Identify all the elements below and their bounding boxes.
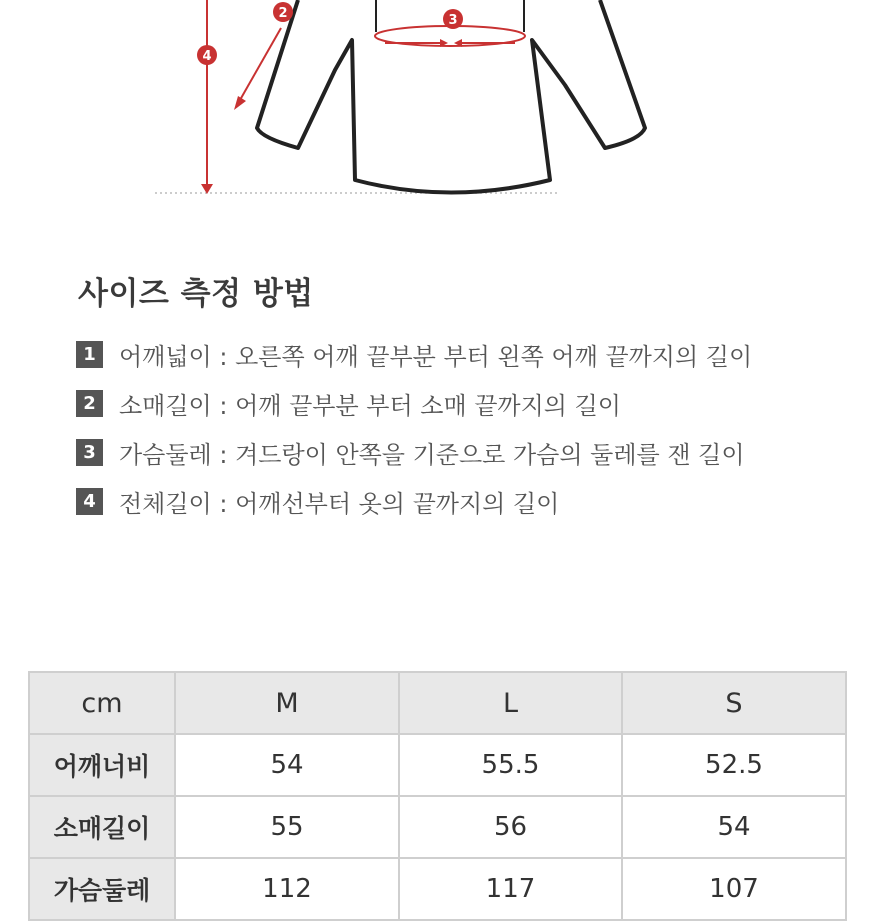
sleeve-length-arrowhead bbox=[234, 96, 246, 110]
table-cell: 107 bbox=[622, 858, 846, 920]
svg-text:2: 2 bbox=[278, 6, 288, 21]
marker-3 bbox=[443, 9, 463, 29]
measurement-item-1 bbox=[76, 339, 752, 370]
table-cell: 56 bbox=[399, 796, 622, 858]
garment-measurement-diagram bbox=[0, 0, 886, 210]
marker-4 bbox=[197, 45, 217, 65]
sleeve-length-arrow bbox=[240, 28, 281, 100]
measurement-text: 전체길이 : 어깨선부터 옷의 끝까지의 길이 bbox=[119, 490, 560, 518]
measurement-item-2 bbox=[76, 388, 752, 419]
header-size-m: M bbox=[175, 672, 399, 734]
measurement-text: 어깨넓이 : 오른쪽 어깨 끝부분 부터 왼쪽 어깨 끝까지의 길이 bbox=[119, 343, 753, 371]
table-cell: 55.5 bbox=[399, 734, 622, 796]
table-row bbox=[29, 796, 846, 858]
measurement-text: 가슴둘레 : 겨드랑이 안쪽을 기준으로 가슴의 둘레를 잰 길이 bbox=[119, 441, 745, 469]
measurement-text: 소매길이 : 어깨 끝부분 부터 소매 끝까지의 길이 bbox=[119, 392, 621, 420]
section-title: 사이즈 측정 방법 bbox=[78, 276, 314, 312]
garment-outline bbox=[257, 0, 645, 193]
table-cell: 117 bbox=[399, 858, 622, 920]
number-badge: 2 bbox=[76, 390, 103, 417]
size-table bbox=[28, 671, 847, 921]
table-row bbox=[29, 858, 846, 920]
table-cell: 54 bbox=[622, 796, 846, 858]
table-cell: 112 bbox=[175, 858, 399, 920]
measurement-list bbox=[76, 339, 752, 535]
table-cell: 55 bbox=[175, 796, 399, 858]
number-badge: 3 bbox=[76, 439, 103, 466]
row-label: 가슴둘레 bbox=[29, 858, 175, 920]
svg-text:4: 4 bbox=[202, 49, 212, 64]
row-label: 소매길이 bbox=[29, 796, 175, 858]
measurement-item-3 bbox=[76, 437, 752, 468]
table-row bbox=[29, 734, 846, 796]
header-size-s: S bbox=[622, 672, 846, 734]
header-unit: cm bbox=[29, 672, 175, 734]
number-badge: 4 bbox=[76, 488, 103, 515]
row-label: 어깨너비 bbox=[29, 734, 175, 796]
marker-2 bbox=[273, 2, 293, 22]
table-cell: 52.5 bbox=[622, 734, 846, 796]
svg-text:3: 3 bbox=[448, 13, 458, 28]
header-size-l: L bbox=[399, 672, 622, 734]
table-header-row bbox=[29, 672, 846, 734]
number-badge: 1 bbox=[76, 341, 103, 368]
table-cell: 54 bbox=[175, 734, 399, 796]
measurement-item-4 bbox=[76, 486, 752, 517]
